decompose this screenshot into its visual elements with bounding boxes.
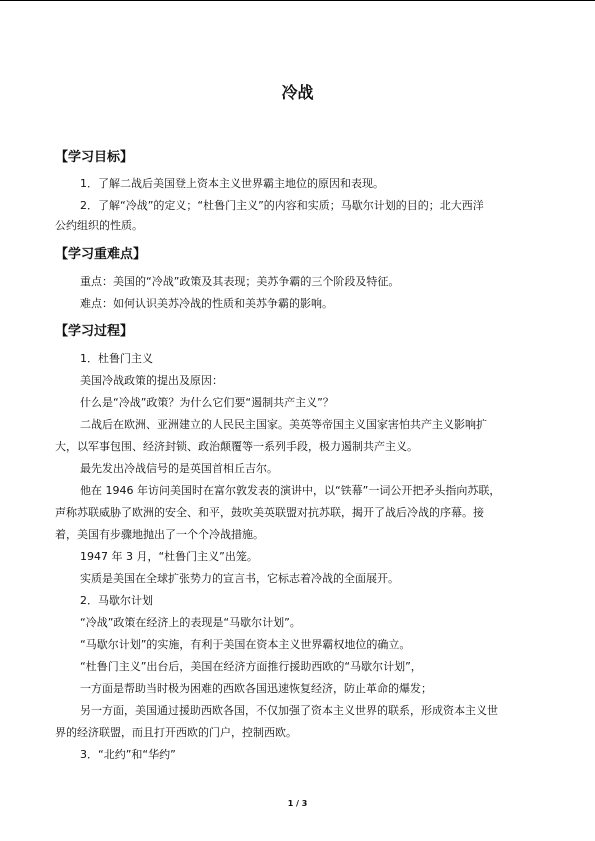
process-line: 一方面是帮助当时极为困难的西欧各国迅速恢复经济，防止革命的爆发； [80, 682, 432, 695]
process-line: 最先发出冷战信号的是英国首相丘吉尔。 [80, 462, 278, 475]
process-line: 什么是“冷战”政策？为什么它们要“遏制共产主义”？ [80, 396, 334, 409]
goal-2-continued: 公约组织的性质。 [55, 219, 143, 232]
subheading-marshall-plan: 2．马歇尔计划 [80, 594, 153, 607]
subheading-nato-warsaw: 3．“北约”和“华约” [80, 748, 176, 761]
process-line: “马歇尔计划”的实施，有利于美国在资本主义世界霸权地位的确立。 [80, 638, 411, 651]
difficult-point: 难点：如何认识美苏冷战的性质和美苏争霸的影响。 [80, 297, 333, 310]
page-title: 冷战 [281, 83, 314, 102]
goal-1: 1．了解二战后美国登上资本主义世界霸主地位的原因和表现。 [80, 177, 384, 190]
process-line: “冷战”政策在经济上的表现是“马歇尔计划”。 [80, 616, 301, 629]
heading-key-points: 【学习重难点】 [55, 247, 147, 262]
process-line: 美国冷战政策的提出及原因： [80, 374, 223, 387]
process-line: 他在 1946 年访问美国时在富尔敦发表的演讲中，以“铁幕”一词公开把矛头指向苏联， [80, 484, 501, 497]
goal-2: 2．了解“冷战”的定义；“杜鲁门主义”的内容和实质；马歇尔计划的目的；北大西洋 [80, 199, 484, 212]
process-line: 1947 年 3 月，“杜鲁门主义”出笼。 [80, 550, 258, 563]
subheading-truman-doctrine: 1．杜鲁门主义 [80, 352, 153, 365]
process-line: 二战后在欧洲、亚洲建立的人民民主国家。美英等帝国主义国家害怕共产主义影响扩 [80, 418, 487, 431]
page-number: 1 / 3 [287, 799, 308, 808]
process-line: 着，美国有步骤地抛出了一个个冷战措施。 [55, 528, 264, 541]
process-line: 大，以军事包围、经济封锁、政治颠覆等一系列手段，极力遏制共产主义。 [55, 440, 418, 453]
process-line: 界的经济联盟，而且打开西欧的门户，控制西欧。 [55, 726, 297, 739]
key-point: 重点：美国的“冷战”政策及其表现；美苏争霸的三个阶段及特征。 [80, 275, 400, 288]
process-line: 声称苏联威胁了欧洲的安全、和平，鼓吹美英联盟对抗苏联，揭开了战后冷战的序幕。接 [55, 506, 484, 519]
process-line: “杜鲁门主义”出台后，美国在经济方面推行援助西欧的“马歇尔计划”， [80, 660, 422, 673]
process-line: 另一方面，美国通过援助西欧各国，不仅加强了资本主义世界的联系，形成资本主义世 [80, 704, 498, 717]
heading-learning-process: 【学习过程】 [55, 324, 134, 339]
page-top-border [0, 0, 595, 1]
heading-learning-goals: 【学习目标】 [55, 150, 134, 165]
process-line: 实质是美国在全球扩张势力的宣言书，它标志着冷战的全面展开。 [80, 572, 399, 585]
